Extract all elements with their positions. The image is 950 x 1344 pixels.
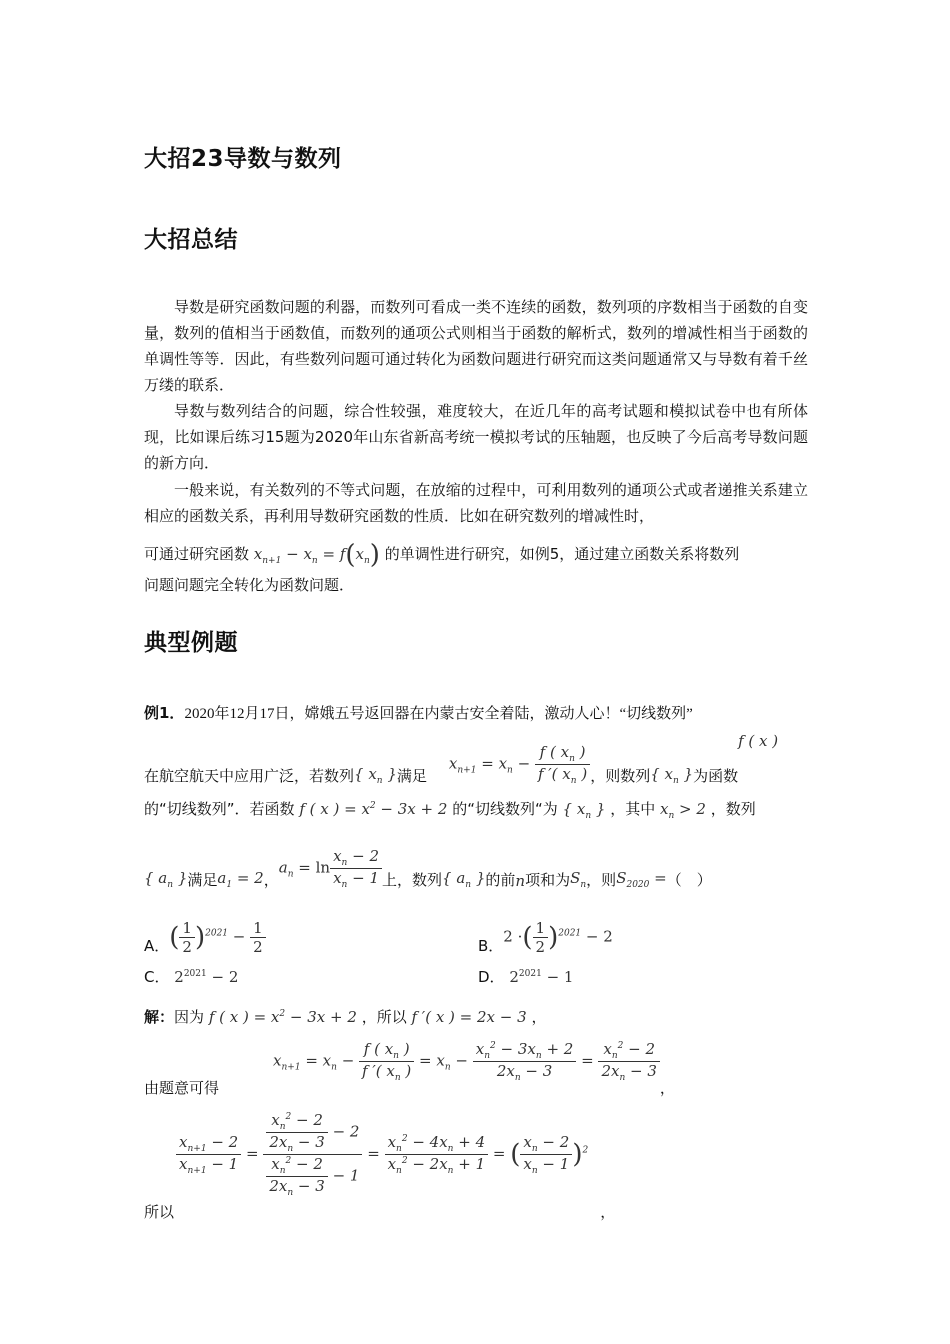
example1-line3 bbox=[144, 798, 756, 821]
formula-fx: f ( x ) bbox=[738, 732, 779, 750]
text-fragment: 可通过研究函数 bbox=[144, 545, 250, 563]
text-fragment: ，其中 bbox=[610, 800, 656, 818]
summary-paragraph-3-end: 问题问题完全转化为函数问题． bbox=[144, 576, 355, 594]
example1-line2 bbox=[144, 726, 778, 786]
text-fragment: 项和为 bbox=[525, 871, 571, 889]
text-fragment: ， bbox=[531, 1008, 547, 1026]
text-fragment: 上，数列 bbox=[382, 871, 443, 889]
formula-n: n bbox=[515, 872, 526, 890]
example-label: 例1． bbox=[144, 704, 185, 722]
option-d bbox=[478, 966, 573, 987]
formula-an-ln: $a_n = \ln$ $\frac{x_n - 2}{x_n - 1}$ bbox=[279, 847, 382, 890]
text-fragment: 满足 bbox=[187, 871, 218, 889]
solution-line2 bbox=[144, 1040, 675, 1098]
text-fragment: 为函数 bbox=[693, 767, 739, 785]
summary-paragraph-2: 导数与数列结合的问题，综合性较强，难度较大，在近几年的高考试题和模拟试卷中也有所体现，比如课后练习15题为2020年山东省新高考统一模拟考试的压轴题，也反映了今后高考导数问题的新方向． bbox=[144, 402, 808, 472]
option-d-formula: $2^{2021} - 1$ bbox=[509, 968, 574, 986]
option-a-label: A． bbox=[144, 937, 170, 955]
text-fragment: ，则数列 bbox=[590, 767, 651, 785]
formula-newton: $x_{n+1} = x_n$ − $\frac{f ( x_n )}{f '( x_n )}$ bbox=[449, 743, 590, 786]
option-d-label: D． bbox=[478, 968, 505, 986]
examples-heading: 典型例题 bbox=[144, 630, 238, 656]
text-fragment: ，所以 bbox=[361, 1008, 407, 1026]
formula-Sn: $S_n$ bbox=[570, 869, 587, 890]
text-fragment: 所以 bbox=[144, 1203, 175, 1221]
text-fragment: 因为 bbox=[174, 1008, 205, 1026]
option-c bbox=[144, 966, 238, 987]
formula-function: f ( x ) = $x^2 - 3x + 2$ bbox=[299, 800, 448, 818]
summary-paragraph-3: 一般来说，有关数列的不等式问题，在放缩的过程中，可利用数列的通项公式或者递推关系建立相应的函数关系，再利用导数研究函数的性质．比如在研究数列的增减性时， bbox=[144, 481, 808, 525]
solution-line3 bbox=[144, 1106, 615, 1222]
option-b bbox=[478, 900, 613, 956]
example1-line4 bbox=[144, 834, 712, 890]
text-fragment: 由题意可得 bbox=[144, 1079, 220, 1097]
text-fragment: ， bbox=[263, 871, 279, 889]
option-c-formula: $2^{2021} - 2$ bbox=[174, 968, 239, 986]
solution-label: 解： bbox=[144, 1008, 175, 1026]
text-fragment: ， bbox=[600, 1203, 616, 1221]
formula-seq-xn: { $x_n$ } bbox=[562, 800, 606, 821]
formula-a1: $a_1 = 2$ bbox=[217, 869, 264, 890]
summary-heading: 大招总结 bbox=[144, 227, 238, 253]
text-fragment: ，数列 bbox=[710, 800, 756, 818]
example1-intro: 2020年12月17日，嫦娥五号返回器在内蒙古安全着陆，激动人心！“切线数列” bbox=[184, 706, 693, 722]
example1-line1 bbox=[144, 702, 693, 723]
formula-difference: $x_{n+1} - x_n = f(x_n)$ bbox=[253, 540, 380, 570]
text-fragment: ， bbox=[659, 1079, 675, 1097]
answer-blank: （ ） bbox=[666, 871, 712, 889]
formula-seq-an: { $a_n$ } bbox=[442, 869, 486, 890]
formula-seq-xn: { $x_n$ } bbox=[650, 765, 694, 786]
text-fragment: 的“切线数列“为 bbox=[452, 800, 558, 818]
formula-seq-an: { $a_n$ } bbox=[144, 869, 188, 890]
formula-fx-def: f ( x ) = $x^2 - 3x + 2$ bbox=[208, 1008, 357, 1026]
text-fragment: 的单调性进行研究，如例5，通过建立函数关系将数列 bbox=[384, 545, 740, 563]
option-a bbox=[144, 900, 266, 956]
page-title: 大招23导数与数列 bbox=[144, 146, 342, 172]
text-fragment: 的前 bbox=[485, 871, 516, 889]
text-fragment: 在航空航天中应用广泛，若数列 bbox=[144, 767, 355, 785]
text-fragment: 满足 bbox=[396, 767, 427, 785]
option-b-label: B． bbox=[478, 937, 504, 955]
text-fragment: ，则 bbox=[586, 871, 617, 889]
formula-seq-xn: { $x_n$ } bbox=[354, 765, 397, 786]
text-fragment: 的“切线数列”．若函数 bbox=[144, 800, 295, 818]
solution-line1 bbox=[144, 1006, 546, 1027]
summary-formula-line bbox=[144, 540, 739, 570]
option-b-formula: 2 ·( $\frac{1}{2}$ )$^{2021}$ − 2 bbox=[503, 919, 613, 956]
option-c-label: C． bbox=[144, 968, 170, 986]
option-a-formula: ( $\frac{1}{2}$ )$^{2021}$ − $\frac{1}{2}$ bbox=[169, 919, 265, 956]
formula-S2020: $S_{2020}$ = bbox=[616, 869, 667, 890]
formula-ratio: $\frac{x_{n+1} - 2}{x_{n+1} - 1}$ = $\frac{x_n^2 - 2}{2x_n - 3}$ − 2 $\frac{x_n^2 - 2}{2x_n - 3}$ − 1 = $\frac{x_n^2 - 4x_n + 4}{x_n^2 - 2x_n + 1}$ = ( $\frac{x_n - 2}{x_n - 1}$ )$^2$ bbox=[176, 1111, 588, 1198]
formula-recurrence: $x_{n+1} = x_n$ − $\frac{f ( x_n )}{f '( x_n )}$ = $x_n$ − $\frac{x_n^2 - 3x_n + 2}{2x_n - 3}$ = $\frac{x_n^2 - 2}{2x_n - 3}$ bbox=[273, 1040, 660, 1083]
summary-paragraph-1: 导数是研究函数问题的利器，而数列可看成一类不连续的函数，数列项的序数相当于函数的自变量，数列的值相当于函数值，而数列的通项公式则相当于函数的解析式，数列的增减性相当于函数的单调性等等．因此，有些数列问题可通过转化为函数问题进行研究而这类问题通常又与导数有着千丝万缕的联系． bbox=[144, 298, 808, 394]
formula-derivative: f ′( x ) = 2x − 3 bbox=[411, 1008, 527, 1026]
formula-condition: $x_n > 2$ bbox=[660, 800, 706, 821]
